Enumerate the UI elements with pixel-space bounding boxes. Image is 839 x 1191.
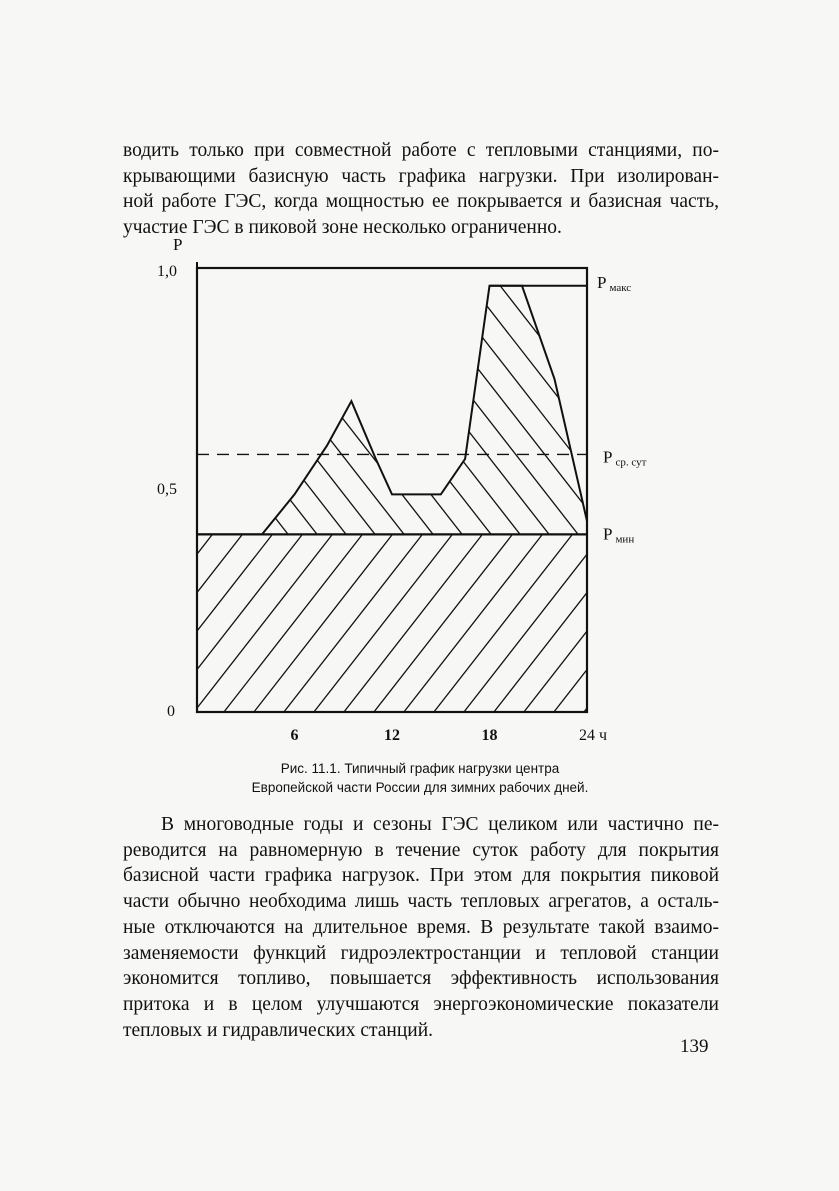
- hatch-line: [718, 268, 839, 534]
- hatch-line: [80, 268, 288, 534]
- x-tick-label-6: 6: [290, 727, 299, 744]
- hatch-line: [614, 534, 753, 712]
- p-max-label-main: P: [597, 272, 607, 292]
- text-line: притока и в целом улучшаются энергоэкономические показатели: [123, 993, 719, 1015]
- p-max-label: [597, 273, 631, 294]
- text-line: ные отключаются на длительное время. В результате такой взаимо-: [123, 916, 719, 938]
- hatch-line: [747, 268, 839, 534]
- hatch-line: [689, 268, 839, 534]
- hatch-line: [284, 534, 423, 712]
- p-avg-label-sub: ср. сут: [615, 456, 647, 469]
- hatch-line: [109, 268, 317, 534]
- hatch-line: [44, 534, 183, 712]
- x-tick-label-24: 24 ч: [579, 727, 608, 744]
- hatch-line: [794, 534, 839, 712]
- text-line: В многоводные годы и сезоны ГЭС целиком или частично пе-: [161, 814, 719, 835]
- p-avg-label: [603, 447, 647, 468]
- p-max-label-sub: макс: [609, 281, 632, 294]
- text-line: водить только при совместной работе с тепловыми станциями, по-: [123, 140, 719, 161]
- hatch-line: [674, 534, 813, 712]
- text-line: участие ГЭС в пиковой зоне несколько ограниченно.: [123, 217, 562, 239]
- y-tick-label-0-5: 0,5: [157, 481, 177, 498]
- hatch-line: [404, 534, 543, 712]
- hatch-line: [167, 268, 375, 534]
- hatch-line: [834, 268, 839, 534]
- caption-line: Европейской части России для зимних рабочих дней.: [251, 780, 589, 795]
- hatch-line: [524, 534, 663, 712]
- hatch-line: [344, 534, 483, 712]
- paragraph-bottom: [123, 812, 719, 1043]
- hatch-line: [573, 268, 781, 534]
- text-line: базисной части графика нагрузок. При этом для покрытия пиковой: [123, 865, 719, 887]
- hatch-line: [51, 268, 259, 534]
- hatch-line: [554, 534, 693, 712]
- y-axis-label: P: [173, 235, 183, 254]
- base-zone-hatching: [0, 534, 839, 712]
- hatch-line: [584, 534, 723, 712]
- text-line: реводится на равномерную в течение суток работу для покрытия: [123, 839, 719, 861]
- hatch-line: [494, 534, 633, 712]
- hatch-line: [224, 534, 363, 712]
- hatch-line: [631, 268, 839, 534]
- hatch-line: [14, 534, 153, 712]
- hatch-line: [0, 268, 114, 534]
- hatch-line: [805, 268, 839, 534]
- hatch-line: [134, 534, 273, 712]
- hatch-line: [104, 534, 243, 712]
- hatch-line: [0, 268, 172, 534]
- hatch-line: [464, 534, 603, 712]
- text-line: тепловых и гидравлических станций.: [123, 1019, 434, 1041]
- y-tick-label-0: 0: [167, 703, 175, 720]
- text-line: крывающими базисную часть графика нагрузки. При изолирован-: [123, 165, 719, 187]
- text-line: ной работе ГЭС, когда мощностью ее покрывается и базисная часть,: [123, 191, 719, 213]
- text-line: части обычно необходима лишь часть тепловых агрегатов, а осталь-: [123, 891, 719, 913]
- figure-caption: [200, 759, 640, 797]
- hatch-line: [164, 534, 303, 712]
- hatch-line: [194, 534, 333, 712]
- hatch-line: [764, 534, 839, 712]
- hatch-line: [644, 534, 783, 712]
- caption-line: Рис. 11.1. Типичный график нагрузки центра: [280, 761, 560, 776]
- hatch-line: [314, 534, 453, 712]
- hatch-line: [660, 268, 839, 534]
- p-min-label: [603, 524, 634, 545]
- hatch-line: [374, 534, 513, 712]
- hatch-line: [0, 534, 122, 712]
- text-line: экономится топливо, повышается эффективность использования: [123, 968, 719, 990]
- p-avg-label-main: P: [603, 447, 613, 467]
- hatch-line: [0, 268, 85, 534]
- hatch-line: [776, 268, 839, 534]
- text-line: заменяемости функций гидроэлектростанции и тепловой станции: [123, 942, 719, 964]
- x-tick-label-12: 12: [384, 727, 400, 744]
- hatch-line: [602, 268, 810, 534]
- hatch-line: [254, 534, 393, 712]
- hatch-line: [0, 268, 143, 534]
- p-min-label-sub: мин: [615, 533, 635, 546]
- hatch-line: [734, 534, 839, 712]
- chart-frame: [197, 268, 587, 712]
- hatch-line: [22, 268, 230, 534]
- hatch-line: [434, 534, 573, 712]
- y-tick-label-1-0: 1,0: [157, 263, 177, 280]
- hatch-line: [74, 534, 213, 712]
- hatch-line: [196, 268, 404, 534]
- page-number: 139: [680, 1036, 709, 1057]
- hatch-line: [704, 534, 839, 712]
- x-tick-label-18: 18: [481, 727, 498, 744]
- p-min-label-main: P: [603, 524, 613, 544]
